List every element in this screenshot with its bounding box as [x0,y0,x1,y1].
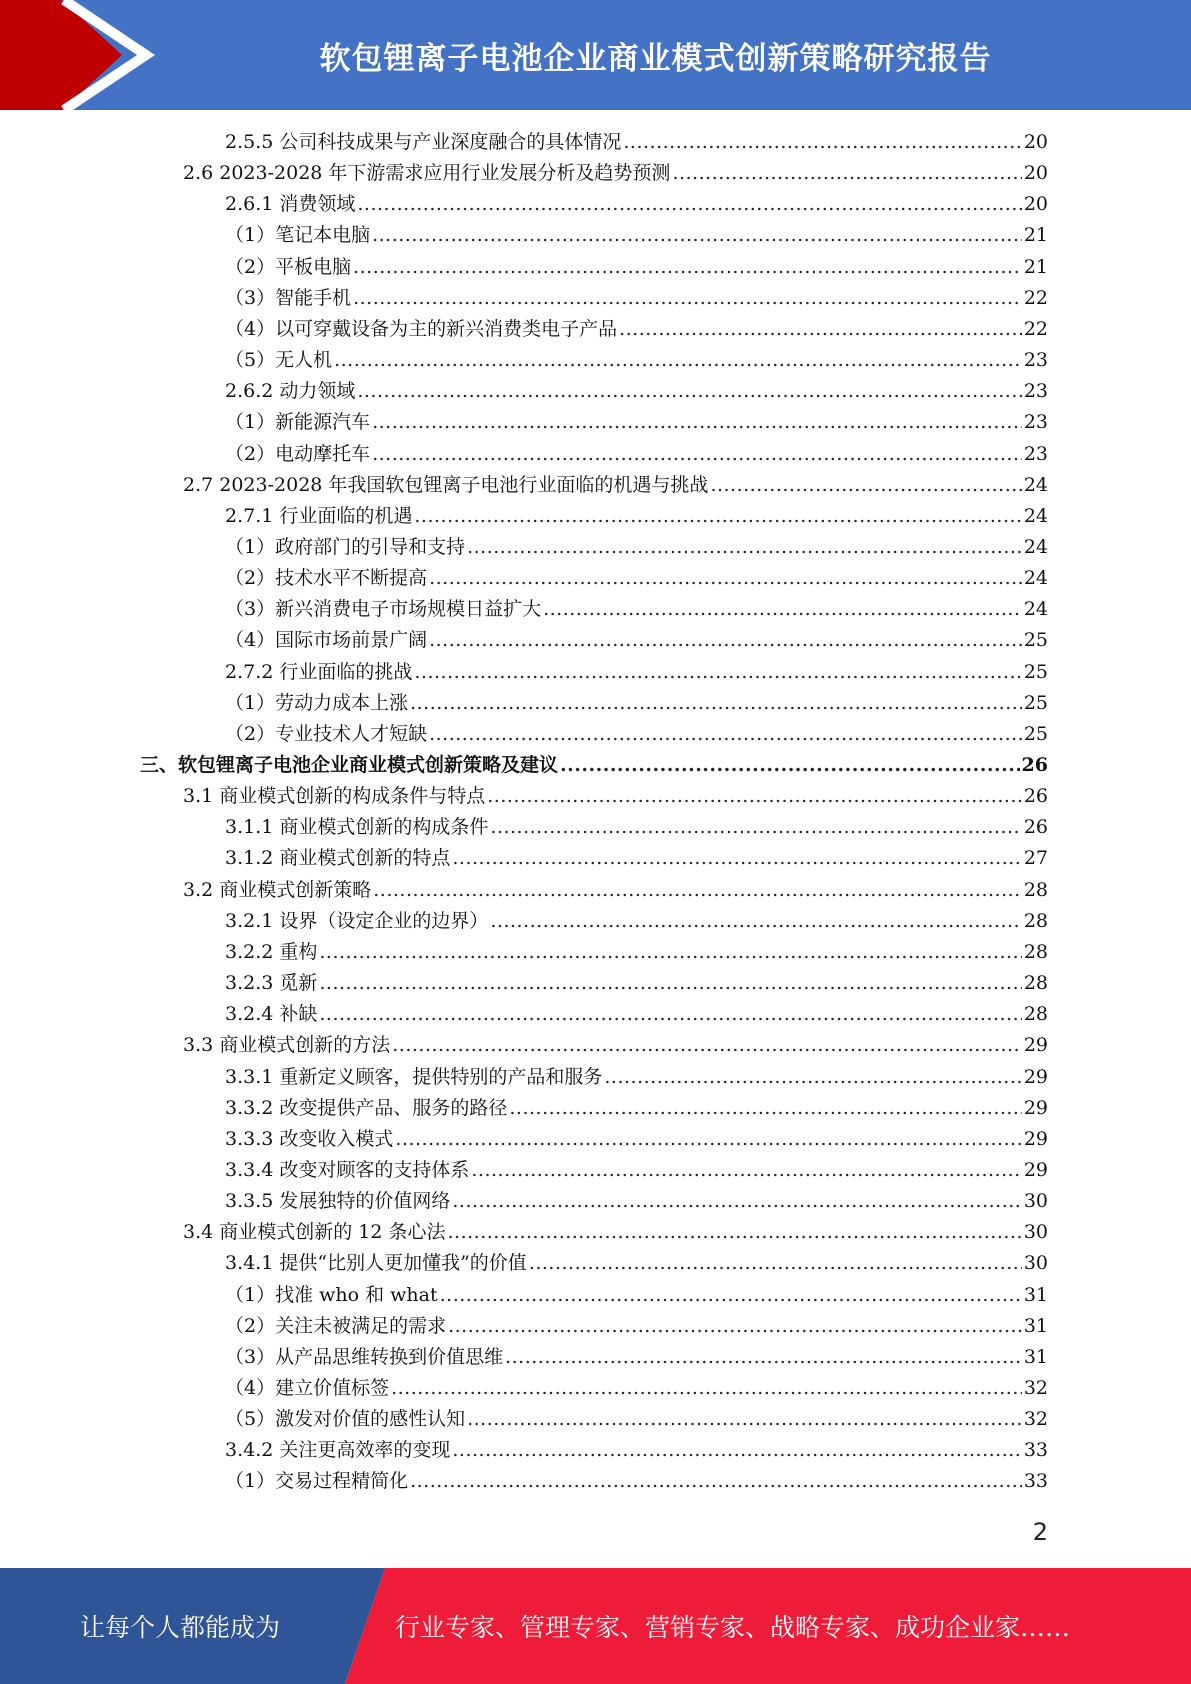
toc-leader-dots [429,563,1022,594]
toc-entry[interactable] [225,1311,1048,1342]
toc-entry[interactable] [225,968,1048,999]
toc-entry-page: 25 [1023,629,1048,652]
toc-entry-title: （2）专业技术人才短缺 [225,722,428,745]
toc-entry-page: 31 [1023,1283,1048,1306]
toc-entry[interactable] [225,1404,1048,1435]
toc-leader-dots [372,407,1022,438]
toc-entry-page: 28 [1023,972,1048,995]
toc-entry[interactable] [225,843,1048,874]
toc-entry-page: 24 [1023,535,1048,558]
toc-entry-title: （4）以可穿戴设备为主的新兴消费类电子产品 [225,317,618,340]
page-number: 2 [1032,1518,1048,1546]
toc-entry-page: 23 [1023,349,1048,372]
toc-entry-title: 2.7 2023-2028 年我国软包锂离子电池行业面临的机遇与挑战 [183,473,709,496]
toc-entry-title: （5）激发对价值的感性认知 [225,1408,466,1431]
toc-entry-page: 30 [1023,1221,1048,1244]
toc-entry[interactable] [225,1155,1048,1186]
toc-leader-dots [505,1342,1022,1373]
toc-entry-title: 3.2.1 设界（设定企业的边界） [225,909,489,932]
toc-entry-title: （3）智能手机 [225,286,352,309]
toc-entry-page: 33 [1023,1439,1048,1462]
toc-leader-dots [414,657,1021,688]
toc-entry[interactable] [140,750,1048,781]
toc-leader-dots [509,1093,1021,1124]
toc-entry[interactable] [225,657,1048,688]
toc-entry[interactable] [225,407,1048,438]
toc-entry-title: 3.3.3 改变收入模式 [225,1127,394,1150]
toc-entry[interactable] [225,283,1048,314]
toc-leader-dots [319,999,1021,1030]
toc-entry[interactable] [225,625,1048,656]
toc-entry-title: 3.3.1 重新定义顾客，提供特别的产品和服务 [225,1065,603,1088]
toc-entry[interactable] [225,1248,1048,1279]
toc-entry[interactable] [225,1466,1048,1497]
toc-entry-page: 20 [1023,131,1048,153]
footer-slogan-right: 行业专家、管理专家、营销专家、战略专家、成功企业家…… [395,1613,1071,1642]
toc-entry-page: 22 [1023,317,1048,340]
toc-entry[interactable] [225,594,1048,625]
toc-leader-dots [429,719,1022,750]
toc-leader-dots [353,252,1022,283]
toc-entry-title: （1）新能源汽车 [225,411,371,434]
toc-leader-dots [604,1062,1021,1093]
toc-entry-page: 21 [1023,255,1048,278]
toc-entry-title: （2）技术水平不断提高 [225,567,428,590]
toc-entry-page: 28 [1023,940,1048,963]
toc-leader-dots [319,937,1021,968]
toc-entry[interactable] [225,189,1048,220]
toc-leader-dots [452,1186,1021,1217]
toc-entry[interactable] [183,875,1048,906]
toc-leader-dots [414,501,1021,532]
toc-entry-page: 29 [1023,1034,1048,1057]
toc-entry-title: 3.3.5 发展独特的价值网络 [225,1190,451,1213]
toc-leader-dots [373,875,1022,906]
toc-entry-title: 3.3.2 改变提供产品、服务的路径 [225,1096,508,1119]
toc-entry-page: 24 [1023,567,1048,590]
toc-entry-page: 25 [1023,722,1048,745]
toc-entry-title: 三、软包锂离子电池企业商业模式创新策略及建议 [140,754,559,776]
toc-entry[interactable] [225,252,1048,283]
toc-leader-dots [357,189,1021,220]
toc-entry-page: 25 [1023,691,1048,714]
toc-leader-dots [623,127,1021,158]
toc-entry-page: 29 [1023,1065,1048,1088]
toc-leader-dots [490,812,1021,843]
toc-entry[interactable] [225,719,1048,750]
toc-leader-dots [410,1466,1022,1497]
toc-entry[interactable] [183,1030,1048,1061]
toc-entry-title: 2.6.2 动力领域 [225,380,356,403]
toc-entry-page: 31 [1023,1314,1048,1337]
toc-leader-dots [334,345,1022,376]
toc-entry[interactable] [183,158,1048,189]
toc-leader-dots [619,314,1022,345]
toc-entry[interactable] [225,937,1048,968]
toc-entry-page: 25 [1023,660,1048,683]
toc-entry[interactable] [225,563,1048,594]
toc-entry-page: 21 [1023,224,1048,247]
toc-entry-title: 3.1.1 商业模式创新的构成条件 [225,816,489,839]
toc-entry[interactable] [225,1435,1048,1466]
toc-entry[interactable] [225,999,1048,1030]
toc-entry[interactable] [225,1093,1048,1124]
page-footer [0,1568,1191,1684]
toc-entry-page: 33 [1023,1470,1048,1493]
toc-entry[interactable] [225,220,1048,251]
document-title: 软包锂离子电池企业商业模式创新策略研究报告 [319,40,992,77]
toc-entry[interactable] [225,314,1048,345]
toc-leader-dots [490,906,1021,937]
toc-entry-title: （5）无人机 [225,349,333,372]
toc-leader-dots [395,1124,1021,1155]
toc-leader-dots [391,1373,1022,1404]
toc-entry-page: 23 [1023,442,1048,465]
toc-entry[interactable] [225,688,1048,719]
toc-entry-page: 26 [1023,785,1048,808]
toc-entry-page: 26 [1023,816,1048,839]
toc-leader-dots [672,158,1021,189]
toc-leader-dots [372,439,1022,470]
toc-leader-dots [440,1280,1022,1311]
toc-leader-dots [710,470,1021,501]
toc-entry-page: 22 [1023,286,1048,309]
toc-leader-dots [392,1030,1022,1061]
toc-entry[interactable] [225,1124,1048,1155]
toc-entry-title: 3.2 商业模式创新策略 [183,878,372,901]
toc-entry-title: 3.2.4 补缺 [225,1003,318,1026]
toc-entry-title: （1）找准 who 和 what [225,1283,438,1306]
toc-entry[interactable] [183,781,1048,812]
toc-entry-page: 28 [1023,1003,1048,1026]
toc-leader-dots [560,750,1020,781]
toc-entry-title: 2.7.2 行业面临的挑战 [225,660,413,683]
footer-slogan-left: 让每个人都能成为 [79,1613,280,1642]
toc-leader-dots [319,968,1021,999]
toc-entry-page: 23 [1023,411,1048,434]
toc-entry[interactable] [183,1217,1048,1248]
toc-leader-dots [529,1248,1022,1279]
page-header [0,0,1191,110]
toc-entry-page: 29 [1023,1096,1048,1119]
toc-entry-title: 3.2.3 觅新 [225,972,318,995]
toc-entry-title: （1）劳动力成本上涨 [225,691,409,714]
toc-entry[interactable] [225,812,1048,843]
toc-entry-page: 28 [1023,909,1048,932]
toc-leader-dots [452,843,1021,874]
toc-entry[interactable] [225,345,1048,376]
toc-entry[interactable] [225,906,1048,937]
toc-entry-page: 24 [1023,473,1048,496]
toc-leader-dots [357,376,1021,407]
toc-entry[interactable] [225,532,1048,563]
toc-entry-title: （3）从产品思维转换到价值思维 [225,1345,504,1368]
toc-leader-dots [467,532,1022,563]
toc-leader-dots [448,1217,1022,1248]
toc-entry[interactable] [225,1280,1048,1311]
toc-entry[interactable] [225,1186,1048,1217]
toc-entry-title: 3.3.4 改变对顾客的支持体系 [225,1158,470,1181]
toc-entry-page: 20 [1023,162,1048,185]
toc-entry-title: 3.1 商业模式创新的构成条件与特点 [183,785,486,808]
toc-leader-dots [372,220,1022,251]
toc-leader-dots [448,1311,1022,1342]
toc-entry-page: 26 [1021,754,1048,776]
toc-entry-page: 32 [1023,1408,1048,1431]
toc-entry-title: 3.3 商业模式创新的方法 [183,1034,391,1057]
toc-entry-title: （3）新兴消费电子市场规模日益扩大 [225,598,542,621]
toc-entry-title: 3.4.1 提供“比别人更加懂我”的价值 [225,1252,527,1275]
toc-entry-title: （2）关注未被满足的需求 [225,1314,447,1337]
toc-leader-dots [471,1155,1021,1186]
toc-entry-title: 3.1.2 商业模式创新的特点 [225,847,451,870]
toc-entry-title: 3.2.2 重构 [225,940,318,963]
toc-entry-page: 24 [1023,598,1048,621]
toc-entry[interactable] [225,439,1048,470]
toc-entry-page: 20 [1023,193,1048,216]
toc-entry[interactable] [225,1342,1048,1373]
toc-entry-title: （2）电动摩托车 [225,442,371,465]
toc-leader-dots [467,1404,1022,1435]
toc-entry-title: 2.6 2023-2028 年下游需求应用行业发展分析及趋势预测 [183,162,671,185]
toc-entry-title: 2.6.1 消费领域 [225,193,356,216]
toc-entry-page: 29 [1023,1127,1048,1150]
toc-leader-dots [410,688,1022,719]
toc-entry-title: 2.5.5 公司科技成果与产业深度融合的具体情况 [225,131,622,153]
toc-entry-title: 3.4 商业模式创新的 12 条心法 [183,1221,446,1244]
toc-entry-page: 23 [1023,380,1048,403]
toc-entry-title: （1）笔记本电脑 [225,224,371,247]
toc-leader-dots [543,594,1022,625]
toc-entry[interactable] [225,127,1048,158]
toc-leader-dots [353,283,1022,314]
toc-leader-dots [452,1435,1021,1466]
toc-entry[interactable] [225,376,1048,407]
toc-entry-title: （4）建立价值标签 [225,1377,390,1399]
toc-entry-page: 29 [1023,1158,1048,1181]
toc-leader-dots [487,781,1022,812]
toc-entry-page: 27 [1023,847,1048,870]
toc-entry-title: （1）交易过程精简化 [225,1470,409,1493]
toc-entry-title: （1）政府部门的引导和支持 [225,535,466,558]
toc-entry-page: 28 [1023,878,1048,901]
toc-entry-title: 2.7.1 行业面临的机遇 [225,504,413,527]
toc-entry-page: 30 [1023,1252,1048,1275]
toc-leader-dots [429,625,1022,656]
toc-entry-page: 24 [1023,504,1048,527]
toc-entry[interactable] [225,501,1048,532]
toc-entry-page: 30 [1023,1190,1048,1213]
toc-entry-title: （2）平板电脑 [225,255,352,278]
toc-entry-page: 32 [1023,1377,1048,1399]
toc-entry[interactable] [225,1373,1048,1404]
toc-entry[interactable] [225,1062,1048,1093]
toc-entry-title: （4）国际市场前景广阔 [225,629,428,652]
toc-entry-title: 3.4.2 关注更高效率的变现 [225,1439,451,1462]
toc-entry-page: 31 [1023,1345,1048,1368]
toc-entry[interactable] [183,470,1048,501]
